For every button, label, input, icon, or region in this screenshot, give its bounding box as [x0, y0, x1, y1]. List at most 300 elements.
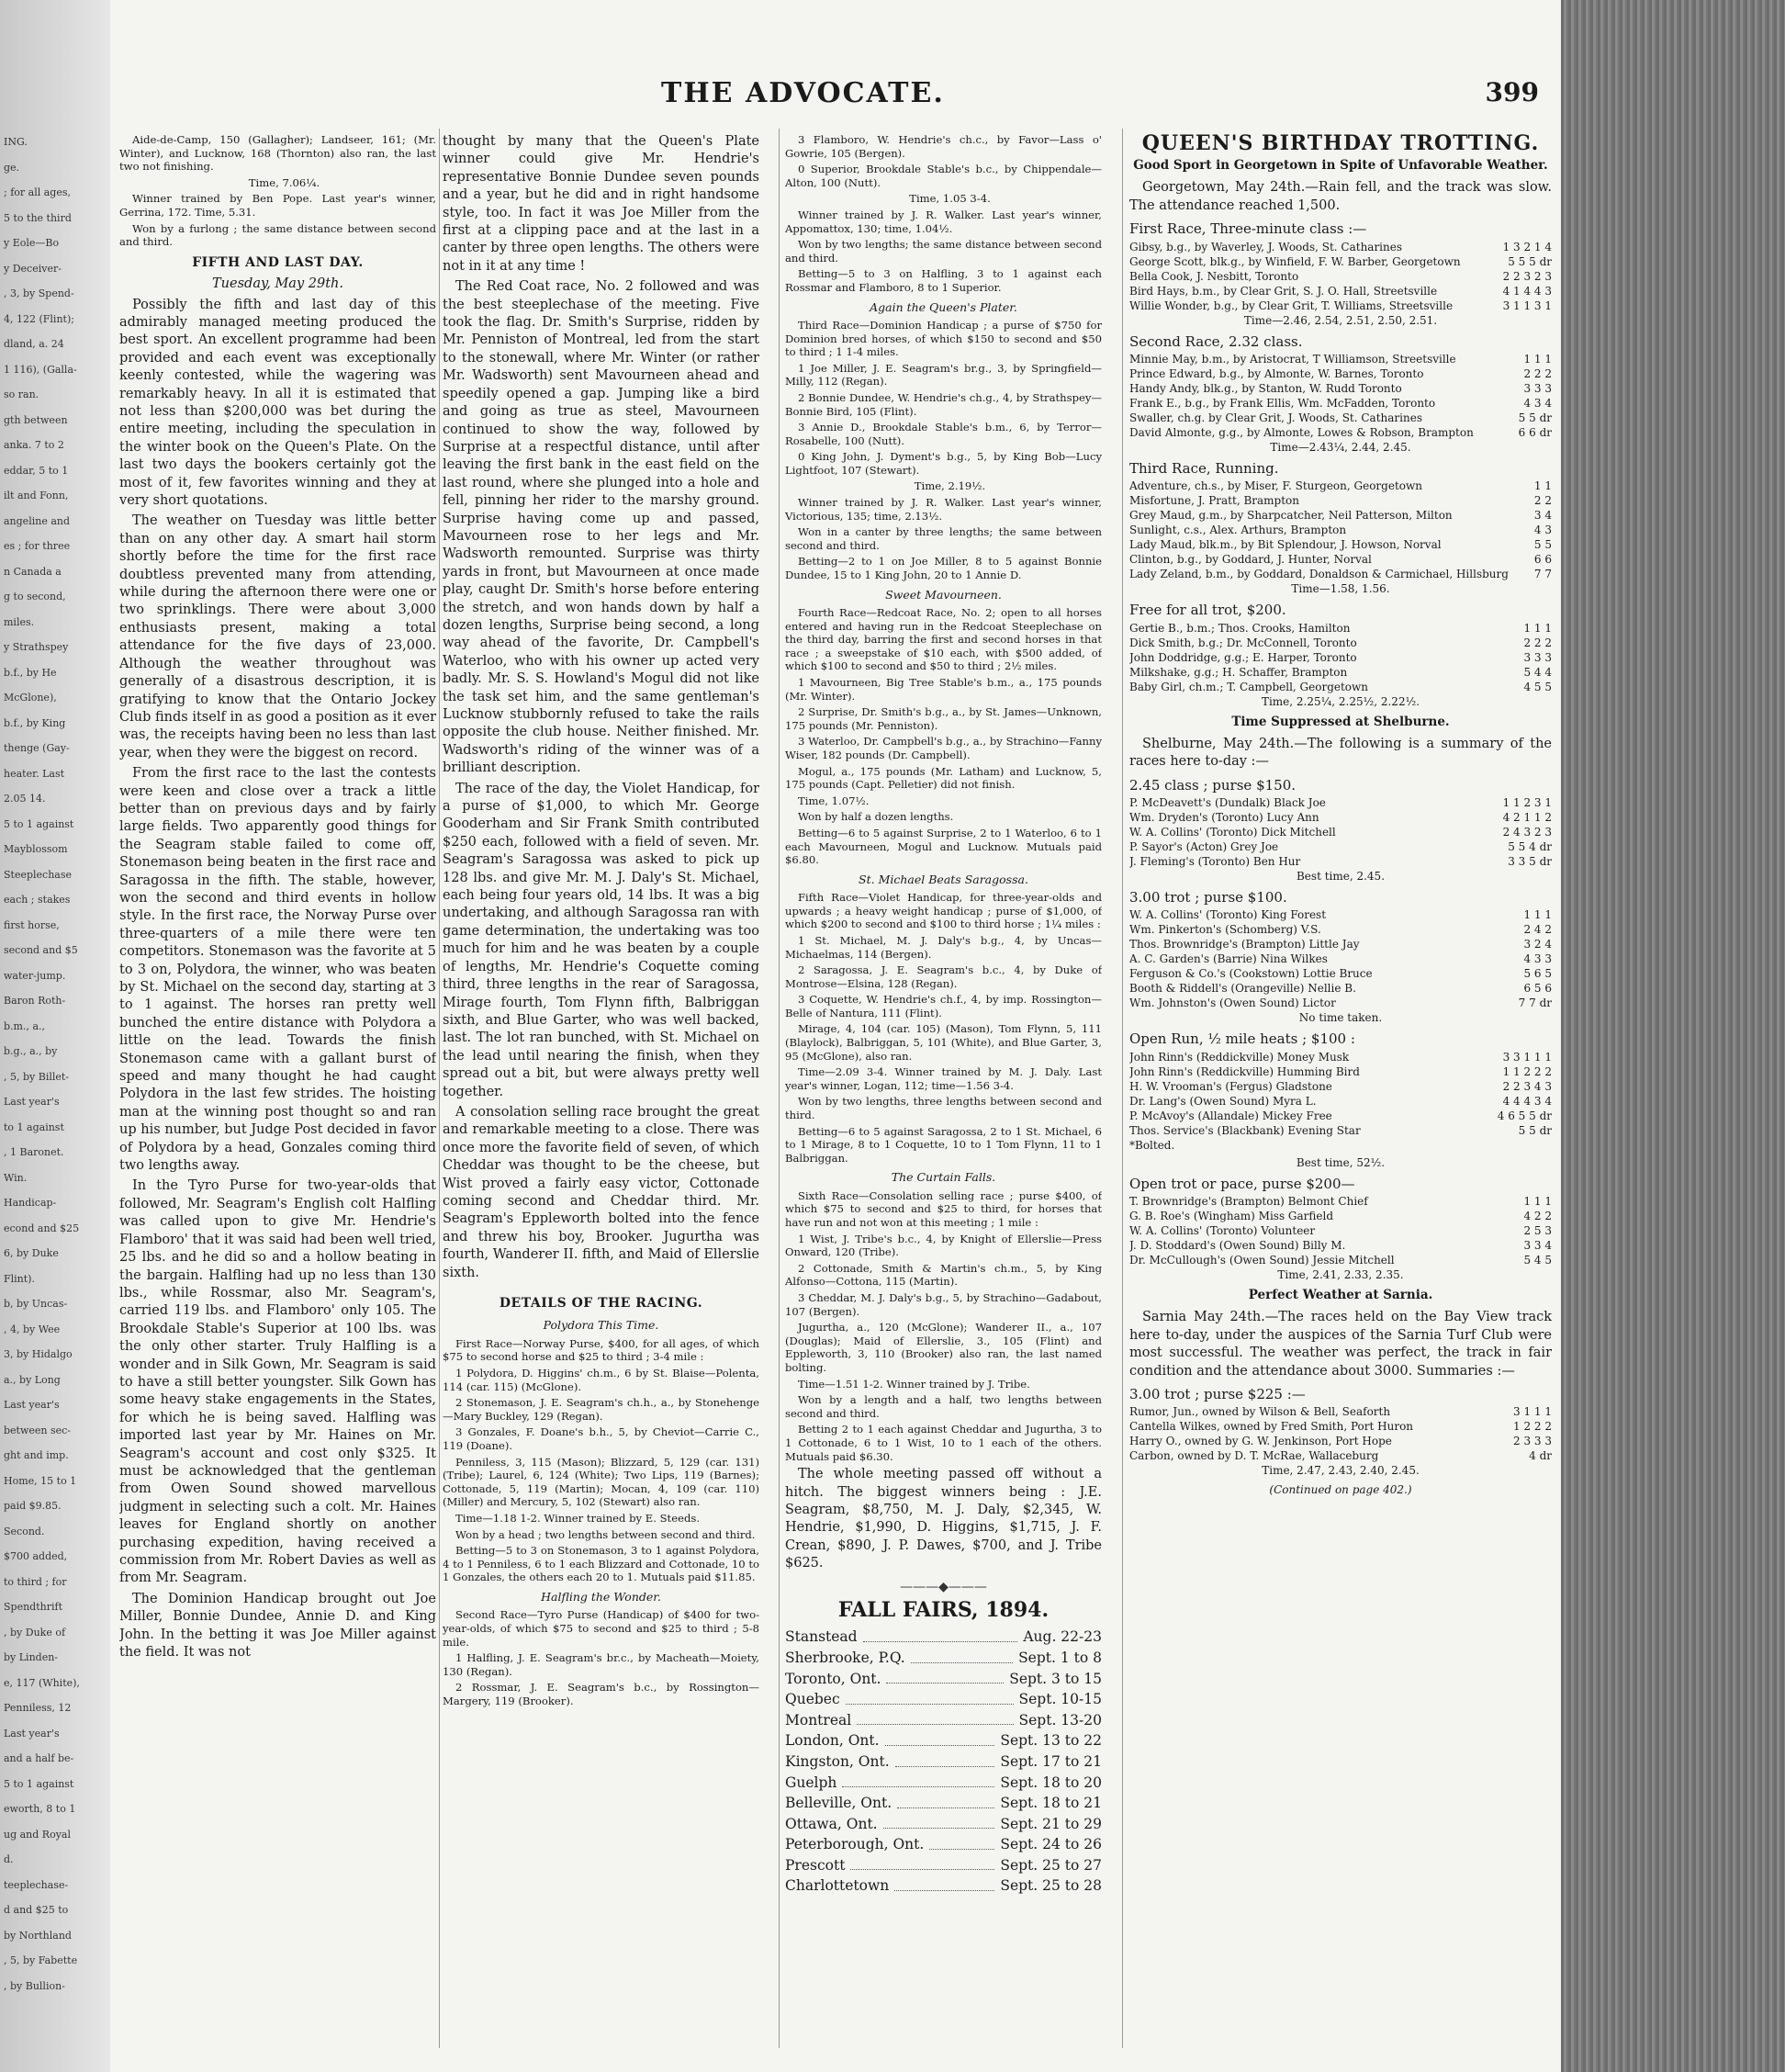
article-paragraph: The weather on Tuesday was little better than on any other day. A smart hail storm shortly before the time for the first race doubtless prevented many from attending, while during the afternoon there were one or two sprinklings. There were about 3,000 enthusiasts present, making a total attendance for the five days of 23,000. Although the weather throughout was generally of a disastrous description, it is gratifying to know that the Ontario Jockey Club finds itself in as good a position as it ever was, the receipts having been no less than last year, when they were the biggest on record. [119, 513, 436, 760]
results-table [1129, 241, 1552, 313]
previous-page-fragment: Mayblossom [4, 843, 68, 855]
heat-placings: 1 1 1 [1523, 621, 1552, 635]
heat-placings: 5 5 4 dr [1508, 840, 1552, 854]
horse-entry: Wm. Dryden's (Toronto) Lucy Ann [1129, 811, 1319, 825]
heat-placings: 5 5 dr [1518, 1123, 1552, 1137]
previous-page-fragment: d. [4, 1853, 14, 1865]
fair-place: Ottawa, Ont. [785, 1815, 878, 1832]
fair-row [785, 1834, 1102, 1855]
race-detail: 1 Halfling, J. E. Seagram's br.c., by Macheath—Moiety, 130 (Regan). [443, 1651, 759, 1678]
race-heading: 3.00 trot ; purse $225 :— [1129, 1385, 1306, 1402]
heat-placings: 3 3 1 1 1 [1502, 1050, 1552, 1064]
result-row [1129, 636, 1552, 650]
heat-placings: 1 3 2 1 4 [1502, 240, 1552, 253]
horse-entry: John Rinn's (Reddickville) Money Musk [1129, 1050, 1350, 1064]
race-heading: Third Race, Running. [1129, 460, 1279, 478]
result-row [1129, 1239, 1552, 1253]
leader-dots [842, 1773, 994, 1788]
race-time: No time taken. [1298, 1011, 1383, 1025]
race-detail: Betting 2 to 1 each against Cheddar and Jugurtha, 3 to 1 Cottonade, 6 to 1 Wist, 10 to 1 each of the others. Mutuals paid $6.30. [785, 1423, 1102, 1463]
leader-dots [863, 1627, 1018, 1642]
race-detail: Second Race—Tyro Purse (Handicap) of $400 for two-year-olds, of which $75 to second and $25 to third ; 5-8 mile. [443, 1608, 759, 1649]
previous-page-fragment: heater. Last [4, 767, 65, 780]
column-3 [785, 133, 1102, 2044]
previous-page-fragment: , 5, by Fabette [4, 1954, 78, 1966]
horse-entry: Ferguson & Co.'s (Cookstown) Lottie Bruce [1129, 967, 1373, 981]
heat-placings: 5 6 5 [1523, 967, 1552, 981]
fair-place: Stanstead [785, 1628, 858, 1646]
column-rule [1122, 129, 1123, 2048]
race-detail: 1 Wist, J. Tribe's b.c., 4, by Knight of Ellerslie—Press Onward, 120 (Tribe). [785, 1232, 1102, 1259]
horse-entry: Lady Zeland, b.m., by Goddard, Donaldson & Carmichael, Hillsburg [1129, 568, 1509, 581]
previous-page-fragment: eworth, 8 to 1 [4, 1803, 76, 1815]
fair-dates: Sept. 25 to 27 [1000, 1856, 1102, 1874]
article-subheading: Good Sport in Georgetown in Spite of Unfavorable Weather. [1133, 158, 1548, 174]
heat-placings: 2 3 3 3 [1513, 1435, 1552, 1448]
result-row [1129, 952, 1552, 966]
previous-page-fragment: 1 116), (Galla- [4, 363, 77, 376]
fair-place: London, Ont. [785, 1732, 880, 1750]
fair-dates: Sept. 24 to 26 [1000, 1836, 1102, 1853]
race-detail: Won in a canter by three lengths; the same between second and third. [785, 525, 1102, 552]
horse-entry: Adventure, ch.s., by Miser, F. Sturgeon, Georgetown [1129, 479, 1422, 493]
previous-page-fragment: g to second, [4, 591, 66, 602]
heat-placings: 2 5 3 [1523, 1224, 1552, 1238]
previous-page-fragment: 5 to 1 against [4, 1777, 74, 1790]
previous-page-fragment: , 3, by Spend- [4, 287, 74, 299]
horse-entry: P. McAvoy's (Allandale) Mickey Free [1129, 1109, 1332, 1122]
result-row [1129, 411, 1552, 425]
result-row [1129, 255, 1552, 269]
race-detail: Time, 1.07½. [798, 794, 870, 807]
fair-place: Sherbrooke, P.Q. [785, 1649, 905, 1666]
fall-fairs-heading: FALL FAIRS, 1894. [837, 1597, 1050, 1622]
heat-placings: 1 2 2 2 [1513, 1420, 1552, 1434]
previous-page-fragment: Penniless, 12 [4, 1702, 72, 1714]
previous-page-fragment: anka. 7 to 2 [4, 439, 64, 451]
previous-page-fragment: d and $25 to [4, 1904, 69, 1916]
heat-placings: 4 6 5 5 dr [1497, 1109, 1552, 1122]
horse-entry: Frank E., b.g., by Frank Ellis, Wm. McFadden, Toronto [1129, 397, 1436, 411]
page-title: THE ADVOCATE. [661, 77, 945, 109]
book-page-edges [1561, 0, 1785, 2072]
heat-placings: 5 5 [1533, 538, 1552, 552]
column-4 [1129, 133, 1552, 2044]
race-time: Time, 2.47, 2.43, 2.40, 2.45. [1262, 1464, 1420, 1478]
race-detail: Time—1.18 1-2. Winner trained by E. Steeds. [455, 1511, 700, 1525]
section-heading: DETAILS OF THE RACING. [499, 1296, 703, 1311]
previous-page-fragment: Steeplechase [4, 868, 73, 881]
race-detail: Mirage, 4, 104 (car. 105) (Mason), Tom Flynn, 5, 111 (Blaylock), Balbriggan, 5, 101 (White), and Blue Garter, 3, 95 (McGlone), also ran. [785, 1022, 1102, 1063]
horse-entry: G. B. Roe's (Wingham) Miss Garfield [1129, 1210, 1334, 1223]
result-row [1129, 1080, 1552, 1094]
section-heading: FIFTH AND LAST DAY. [192, 254, 364, 270]
horse-entry: J. Fleming's (Toronto) Ben Hur [1129, 855, 1301, 869]
previous-page-fragment: ght and imp. [4, 1449, 69, 1461]
race-detail: 2 Saragossa, J. E. Seagram's b.c., 4, by Duke of Montrose—Elsina, 128 (Regan). [785, 963, 1102, 990]
previous-page-fragment: ilt and Fonn, [4, 490, 69, 501]
previous-page-fragment: teeplechase- [4, 1878, 69, 1891]
race-time: Best time, 2.45. [1296, 870, 1386, 884]
horse-entry: P. McDeavett's (Dundalk) Black Joe [1129, 796, 1326, 810]
heat-placings: 3 2 4 [1523, 938, 1552, 952]
race-time: Best time, 52½. [1296, 1155, 1386, 1169]
leader-dots [883, 1814, 995, 1830]
fair-place: Kingston, Ont. [785, 1752, 890, 1770]
horse-entry: Misfortune, J. Pratt, Brampton [1129, 494, 1299, 508]
horse-entry: David Almonte, g.g., by Almonte, Lowes & Robson, Brampton [1129, 426, 1474, 440]
page-header [110, 77, 1561, 114]
result-row [1129, 509, 1552, 523]
horse-entry: W. A. Collins' (Toronto) King Forest [1129, 908, 1327, 922]
ornament-divider: ———◆——— [900, 1579, 987, 1594]
heat-placings: 3 3 4 [1523, 1239, 1552, 1253]
previous-page-fragment: by Linden- [4, 1651, 59, 1663]
previous-page-fragment: ug and Royal [4, 1828, 71, 1841]
race-detail: Mogul, a., 175 pounds (Mr. Latham) and Lucknow, 5, 175 pounds (Capt. Pelletier) did not finish. [785, 764, 1102, 792]
leader-dots [894, 1875, 994, 1891]
previous-page-fragment: b.g., a., by [4, 1045, 58, 1057]
article-paragraph: From the first race to the last the contests were keen and close over a track a little better than on previous days and by fairly large fields. Two apparently good things for the Seagram stable failed to come off, Stonemason being beaten in the first race and Saragossa in the fifth. The stable, however, won the second and third events in hollow style. In the first race, the Norway Purse over three-quarters of a mile there were ten competitors. Stonemason was the favorite at 5 to 3 on, Polydora, the winner, who was beaten by St. Michael on the second day, starting at 3 to 1 against. The horses ran pretty well bunched the entire distance with Polydora a little on the lead. Towards the finish Stonemason came with a gallant burst of speed and many thought he had caught Polydora in the last few strides. The hoisting man at the winning post thought so and ran up his number, but Judge Post decided in favor of Polydora by a head, Gonzales coming third two lengths away. [119, 766, 436, 1174]
previous-page-fragment: eddar, 5 to 1 [4, 464, 69, 477]
horse-entry: W. A. Collins' (Toronto) Dick Mitchell [1129, 826, 1336, 839]
previous-page-fragment: Home, 15 to 1 [4, 1474, 77, 1487]
horse-entry: Willie Wonder, b.g., by Clear Grit, T. Williams, Streetsville [1129, 298, 1454, 312]
race-detail: Betting—6 to 5 against Surprise, 2 to 1 Waterloo, 6 to 1 each Mavourneen, Mogul and Lucknow. Mutuals paid $6.80. [785, 826, 1102, 867]
race-detail: 0 King John, J. Dyment's b.g., 5, by King Bob—Lucy Lightfoot, 107 (Stewart). [785, 450, 1102, 477]
subsection-heading: Sweet Mavourneen. [885, 587, 1002, 602]
fair-dates: Sept. 17 to 21 [1000, 1752, 1102, 1770]
race-detail: Betting—6 to 5 against Saragossa, 2 to 1 St. Michael, 6 to 1 Mirage, 8 to 1 Coquette, 10 to 1 Tom Flynn, 11 to 1 Balbriggan. [785, 1124, 1102, 1165]
heat-placings: 5 4 5 [1523, 1254, 1552, 1267]
heat-placings: 4 1 4 4 3 [1502, 284, 1552, 298]
previous-page-fragment: Handicap- [4, 1197, 57, 1209]
article-subheading: Perfect Weather at Sarnia. [1248, 1288, 1433, 1303]
fair-row [785, 1648, 1102, 1669]
heat-placings: 4 5 5 [1523, 680, 1552, 693]
previous-page-fragment: and a half be- [4, 1752, 74, 1764]
previous-page-fragment: Second. [4, 1525, 45, 1537]
horse-entry: Baby Girl, ch.m.; T. Campbell, Georgetown [1129, 680, 1369, 693]
footnote: *Bolted. [1129, 1138, 1175, 1152]
race-detail: 1 Joe Miller, J. E. Seagram's br.g., 3, by Springfield—Milly, 112 (Regan). [785, 361, 1102, 388]
race-heading: Open trot or pace, purse $200— [1129, 1175, 1355, 1192]
page-number: 399 [1485, 77, 1539, 107]
article-paragraph: thought by many that the Queen's Plate winner could give Mr. Hendrie's representative Bonnie Dundee seven pounds and a year, but he did and in right handsome style, too. In fact it was Joe Miller from the first at a clipping pace and at the last in a canter by three open lengths. The others were not in it at any time ! [443, 134, 759, 274]
race-heading: Free for all trot, $200. [1129, 602, 1286, 619]
fair-row [785, 1710, 1102, 1731]
previous-page-fragment: by Northland [4, 1929, 72, 1942]
race-heading: Open Run, ½ mile heats ; $100 : [1129, 1030, 1355, 1048]
result-row [1129, 1405, 1552, 1419]
result-row [1129, 908, 1552, 922]
result-row [1129, 622, 1552, 636]
fair-place: Peterborough, Ont. [785, 1836, 925, 1853]
horse-entry: Bella Cook, J. Nesbitt, Toronto [1129, 269, 1299, 283]
horse-entry: Minnie May, b.m., by Aristocrat, T Williamson, Streetsville [1129, 353, 1456, 366]
result-row [1129, 270, 1552, 284]
leader-dots [897, 1793, 994, 1808]
heat-placings: 6 5 6 [1523, 982, 1552, 996]
result-row [1129, 285, 1552, 298]
horse-entry: George Scott, blk.g., by Winfield, F. W. Barber, Georgetown [1129, 254, 1461, 268]
horse-entry: P. Sayor's (Acton) Grey Joe [1129, 840, 1279, 854]
race-detail: Won by half a dozen lengths. [798, 810, 954, 824]
race-detail: 2 Stonemason, J. E. Seagram's ch.h., a., by Stonehenge—Mary Buckley, 129 (Regan). [443, 1396, 759, 1423]
race-detail: Time—1.51 1-2. Winner trained by J. Tribe. [798, 1377, 1030, 1391]
horse-entry: Dr. Lang's (Owen Sound) Myra L. [1129, 1094, 1317, 1108]
race-time: Time—2.46, 2.54, 2.51, 2.50, 2.51. [1243, 313, 1438, 327]
results-table [1129, 908, 1552, 1010]
fair-row [785, 1875, 1102, 1897]
heat-placings: 2 2 3 2 3 [1502, 269, 1552, 283]
horse-entry: Milkshake, g.g.; H. Schaffer, Brampton [1129, 665, 1348, 679]
race-detail: First Race—Norway Purse, $400, for all ages, of which $75 to second horse and $25 to third ; 3-4 mile : [443, 1336, 759, 1364]
previous-page-fragment: to third ; for [4, 1575, 67, 1588]
column-rule [779, 129, 780, 2048]
fair-dates: Sept. 21 to 29 [1000, 1815, 1102, 1832]
fair-dates: Sept. 13 to 22 [1000, 1732, 1102, 1750]
result-row [1129, 241, 1552, 254]
race-detail: Won by a furlong ; the same distance between second and third. [119, 221, 436, 249]
heat-placings: 4 3 3 [1523, 952, 1552, 966]
result-row [1129, 1109, 1552, 1123]
fair-place: Charlottetown [785, 1877, 890, 1895]
previous-page-fragment: y Strathspey [4, 641, 69, 653]
horse-entry: J. D. Stoddard's (Owen Sound) Billy M. [1129, 1239, 1346, 1253]
heat-placings: 4 4 4 3 4 [1502, 1094, 1552, 1108]
heat-placings: 1 1 1 [1523, 353, 1552, 366]
horse-entry: Thos. Brownridge's (Brampton) Little Jay [1129, 938, 1360, 952]
race-time: Time—1.58, 1.56. [1291, 582, 1390, 596]
result-row [1129, 938, 1552, 952]
race-detail: 3 Waterloo, Dr. Campbell's b.g., a., by Strachino—Fanny Wiser, 182 pounds (Dr. Campbell). [785, 735, 1102, 761]
previous-page-fragment: 5 to 1 against [4, 817, 74, 830]
leader-dots [846, 1689, 1014, 1705]
previous-page-fragment: 5 to the third [4, 211, 72, 224]
race-detail: 2 Rossmar, J. E. Seagram's b.c., by Rossington—Margery, 119 (Brooker). [443, 1681, 759, 1707]
heat-placings: 2 4 2 [1523, 923, 1552, 937]
heat-placings: 2 2 2 [1523, 636, 1552, 649]
heat-placings: 4 3 [1533, 524, 1552, 537]
race-detail: Betting—5 to 3 on Halfling, 3 to 1 against each Rossmar and Flamboro, 8 to 1 Superior. [785, 267, 1102, 294]
previous-page-fragment: Last year's [4, 1096, 60, 1108]
previous-page-fragment: 2.05 14. [4, 793, 46, 805]
result-row [1129, 382, 1552, 396]
race-detail: Won by a length and a half, two lengths between second and third. [785, 1393, 1102, 1420]
fair-row [785, 1669, 1102, 1690]
previous-page-fragment: e, 117 (White), [4, 1676, 80, 1689]
race-time: Time, 2.41, 2.33, 2.35. [1277, 1268, 1404, 1282]
previous-page-fragment: McGlone), [4, 692, 57, 704]
previous-page-fragment: thenge (Gay- [4, 742, 70, 754]
horse-entry: Harry O., owned by G. W. Jenkinson, Port Hope [1129, 1435, 1392, 1448]
race-detail: 1 Polydora, D. Higgins' ch.m., 6 by St. Blaise—Polenta, 114 (car. 115) (McGlone). [443, 1367, 759, 1393]
result-row [1129, 538, 1552, 552]
horse-entry: Wm. Pinkerton's (Schomberg) V.S. [1129, 923, 1321, 937]
previous-page-fragment: Flint). [4, 1272, 35, 1285]
heat-placings: 4 3 4 [1523, 397, 1552, 411]
previous-page-fragment: 4, 122 (Flint); [4, 312, 74, 325]
results-table [1129, 353, 1552, 440]
subsection-heading: St. Michael Beats Saragossa. [859, 872, 1028, 886]
result-row [1129, 1210, 1552, 1223]
previous-page-fragment: b, by Uncas- [4, 1298, 68, 1310]
article-paragraph: Possibly the fifth and last day of this admirably managed meeting produced the best sport. An excellent programme had been provided and each event was exceptionally keenly contested, while the wagering was remarkably heavy. In all it is estimated that not less than $200,000 was bet during the entire meeting, including the speculation in the winter book on the Queen's Plate. On the last two days the bookers certainly got the most of it, few favorites winning and they at very short quotations. [119, 297, 436, 509]
previous-page-fragment: , by Duke of [4, 1626, 66, 1638]
heat-placings: 5 5 5 dr [1508, 254, 1552, 268]
fair-place: Montreal [785, 1711, 852, 1729]
race-detail: Winner trained by Ben Pope. Last year's winner, Gerrina, 172. Time, 5.31. [119, 192, 436, 219]
heat-placings: 7 7 dr [1518, 997, 1552, 1010]
race-detail: Third Race—Dominion Handicap ; a purse of $750 for Dominion bred horses, of which $150 to second and $50 to third ; 1 1-4 miles. [785, 318, 1102, 359]
horse-entry: Thos. Service's (Blackbank) Evening Star [1129, 1123, 1361, 1137]
previous-page-fragment: a., by Long [4, 1373, 61, 1386]
result-row [1129, 651, 1552, 665]
horse-entry: Gibsy, b.g., by Waverley, J. Woods, St. Catharines [1129, 240, 1403, 253]
article-paragraph: Shelburne, May 24th.—The following is a summary of the races here to-day :— [1129, 736, 1552, 770]
previous-page-fragment: water-jump. [4, 969, 66, 982]
horse-entry: Lady Maud, blk.m., by Bit Splendour, J. Howson, Norval [1129, 538, 1442, 552]
race-detail: 2 Surprise, Dr. Smith's b.g., a., by St. James—Unknown, 175 pounds (Mr. Penniston). [785, 705, 1102, 732]
result-row [1129, 553, 1552, 567]
article-paragraph: The race of the day, the Violet Handicap, for a purse of $1,000, to which Mr. George Gooderham and Sir Frank Smith contributed $250 each, followed with a field of seven. Mr. Seagram's Saragossa was asked to pick up 128 lbs. and give Mr. M. J. Daly's St. Michael, each being four years old, 14 lbs. It was a big undertaking, and although Saragossa ran with game determination, the undertaking was too much for him and he was beaten by a couple of lengths, Mr. Hendrie's Coquette coming third, three lengths in the rear of Saragossa, Mirage fourth, Tom Flynn fifth, Balbriggan sixth, and Blue Garter, who was well backed, last. The lot ran bunched, with St. Michael on the lead until nearing the finish, when they spread out a bit, but were always pretty well together. [443, 781, 759, 1099]
race-detail: 2 Cottonade, Smith & Martin's ch.m., 5, by King Alfonso—Cottona, 115 (Martin). [785, 1261, 1102, 1289]
race-detail: Fourth Race—Redcoat Race, No. 2; open to all horses entered and having run in the Redcoat Steeplechase on the third day, barring the first and second horses in that race ; a sweepstake of $10 each, with $500 added, of which $100 to second and $50 to third ; 2½ miles. [785, 606, 1102, 673]
leader-dots [911, 1648, 1013, 1663]
previous-page-fragment: paid $9.85. [4, 1500, 62, 1512]
horse-entry: Gertie B., b.m.; Thos. Crooks, Hamilton [1129, 621, 1351, 635]
fair-dates: Aug. 22-23 [1023, 1628, 1102, 1646]
previous-page-fragment: ; for all ages, [4, 186, 71, 198]
article-subheading: Time Suppressed at Shelburne. [1231, 714, 1450, 729]
previous-page-fragment: y Deceiver- [4, 262, 62, 275]
heat-placings: 4 dr [1529, 1449, 1552, 1463]
previous-page-fragment: angeline and [4, 514, 71, 527]
column-1 [119, 133, 436, 2044]
previous-page-fragment: ING. [4, 136, 28, 148]
fair-place: Guelph [785, 1774, 837, 1791]
article-paragraph: Georgetown, May 24th.—Rain fell, and the track was slow. The attendance reached 1,500. [1129, 180, 1552, 213]
leader-dots [850, 1855, 994, 1871]
horse-entry: W. A. Collins' (Toronto) Volunteer [1129, 1224, 1316, 1238]
article-paragraph: Sarnia May 24th.—The races held on the Bay View track here to-day, under the auspices of the Sarnia Turf Club were most successful. The weather was perfect, the track in fair condition and the attendance about 3000. Summaries :— [1129, 1310, 1552, 1379]
result-row [1129, 811, 1552, 825]
race-detail: 1 St. Michael, M. J. Daly's b.g., 4, by Uncas—Michaelmas, 114 (Bergen). [785, 933, 1102, 961]
horse-entry: Bird Hays, b.m., by Clear Grit, S. J. O. Hall, Streetsville [1129, 284, 1438, 298]
fair-row [785, 1855, 1102, 1876]
previous-page-fragment: Last year's [4, 1399, 60, 1411]
previous-page-fragment: $700 added, [4, 1550, 68, 1562]
result-row [1129, 796, 1552, 810]
race-detail: 3 Cheddar, M. J. Daly's b.g., 5, by Strachino—Gadabout, 107 (Bergen). [785, 1290, 1102, 1318]
heat-placings: 6 6 dr [1518, 426, 1552, 440]
horse-entry: Clinton, b.g., by Goddard, J. Hunter, Norval [1129, 553, 1372, 567]
race-time: Time, 2.25¼, 2.25½, 2.22½. [1261, 694, 1420, 708]
previous-page-fragment: , 4, by Wee [4, 1323, 61, 1335]
article-paragraph: The Dominion Handicap brought out Joe Miller, Bonnie Dundee, Annie D. and King John. In the betting it was Joe Miller against the field. It was not [119, 1591, 436, 1661]
horse-entry: Grey Maud, g.m., by Sharpcatcher, Neil Patterson, Milton [1129, 509, 1453, 523]
heat-placings: 4 2 2 [1523, 1210, 1552, 1223]
result-row [1129, 681, 1552, 694]
previous-page-fragment: b.f., by King [4, 716, 66, 729]
heat-placings: 3 1 1 3 1 [1502, 298, 1552, 312]
previous-page-fragment: y Eole—Bo [4, 237, 60, 249]
heat-placings: 3 3 5 dr [1508, 855, 1552, 869]
previous-page-fragment: b.m., a., [4, 1019, 46, 1032]
race-heading: First Race, Three-minute class :— [1129, 220, 1367, 238]
previous-page-fragment: Win. [4, 1171, 28, 1184]
result-row [1129, 855, 1552, 869]
result-row [1129, 479, 1552, 493]
race-detail: Won by two lengths; the same distance between second and third. [785, 238, 1102, 265]
horse-entry: John Rinn's (Reddickville) Humming Bird [1129, 1064, 1360, 1078]
horse-entry: Dr. McCullough's (Owen Sound) Jessie Mitchell [1129, 1254, 1395, 1267]
horse-entry: Swaller, ch.g. by Clear Grit, J. Woods, St. Catharines [1129, 411, 1422, 425]
newspaper-page [110, 0, 1561, 2072]
previous-page-fragment: each ; stakes [4, 894, 71, 906]
race-detail: Winner trained by J. R. Walker. Last year's winner, Victorious, 135; time, 2.13½. [785, 496, 1102, 523]
results-table [1129, 796, 1552, 869]
result-row [1129, 426, 1552, 440]
results-table [1129, 1405, 1552, 1463]
fair-dates: Sept. 3 to 15 [1009, 1670, 1102, 1687]
article-paragraph: The Red Coat race, No. 2 followed and was the best steeplechase of the meeting. Five took the flag. Dr. Smith's Surprise, ridden by Mr. Penniston of Montreal, led from the start to the stonewall, where Mr. Winter (or rather Mr. Wadsworth) sent Mavourneen ahead and speedily opened a gap. Jumping like a bird and going as true as steel, Mavourneen continued to show the way, followed by Surprise at a respectful distance, until after leaving the first bank in the east field on the last round, where she plunged into a hole and fell, pinning her rider to the marshy ground. Surprise having come up and passed, Mavourneen rose to her legs and Mr. Wadsworth remounted. Surprise was thirty yards in front, but Mavourneen at once made play, caught Dr. Smith's horse before entering the stretch, and won hands down by half a dozen lengths, Surprise being second, a long way ahead of the favorite, Dr. Campbell's Waterloo, who with his owner up acted very badly. Mr. S. S. Howland's Mogul did not like the task set him, and the same gentleman's Lucknow stubbornly refused to take the rails opposite the club house. Neither finished. Mr. Wadsworth's riding of the winner was of a brilliant description. [443, 279, 759, 776]
fair-dates: Sept. 18 to 20 [1000, 1774, 1102, 1791]
result-row [1129, 1254, 1552, 1267]
fair-place: Prescott [785, 1856, 846, 1874]
fall-fairs-list [785, 1627, 1102, 1897]
previous-page-fragment: Last year's [4, 1727, 60, 1740]
column-2 [443, 133, 759, 2044]
previous-page-fragment: 6, by Duke [4, 1247, 59, 1259]
previous-page-fragment: 3, by Hidalgo [4, 1348, 73, 1360]
race-detail: Betting—2 to 1 on Joe Miller, 8 to 5 against Bonnie Dundee, 15 to 1 King John, 20 to 1 Annie D. [785, 555, 1102, 582]
race-detail: 3 Flamboro, W. Hendrie's ch.c., by Favor—Lass o' Gowrie, 105 (Bergen). [785, 133, 1102, 160]
previous-page-fragment: Spendthrift [4, 1601, 62, 1613]
result-row [1129, 299, 1552, 313]
heat-placings: 2 2 3 4 3 [1502, 1079, 1552, 1093]
previous-page-fragment: econd and $25 [4, 1222, 80, 1234]
result-row [1129, 494, 1552, 508]
horse-entry: Dick Smith, b.g.; Dr. McConnell, Toronto [1129, 636, 1357, 649]
continued-note: (Continued on page 402.) [1269, 1483, 1412, 1497]
result-row [1129, 1449, 1552, 1463]
article-paragraph: The whole meeting passed off without a hitch. The biggest winners being : J.E. Seagram, $8,750, M. J. Daly, $2,345, W. Hendrie, $1,990, D. Higgins, $1,715, J. F. Crean, $890, J. P. Dawes, $700, and J. Tribe $625. [785, 1467, 1102, 1571]
previous-page-fragment: b.f., by He [4, 666, 57, 679]
race-detail: 3 Annie D., Brookdale Stable's b.m., 6, by Terror—Rosabelle, 100 (Nutt). [785, 421, 1102, 447]
result-row [1129, 923, 1552, 937]
horse-entry: Booth & Riddell's (Orangeville) Nellie B. [1129, 982, 1356, 996]
subsection-heading: Again the Queen's Plater. [870, 299, 1017, 314]
article-headline: QUEEN'S BIRTHDAY TROTTING. [1141, 133, 1540, 155]
fair-row [785, 1751, 1102, 1773]
previous-page-fragment: gth between [4, 413, 68, 426]
result-row [1129, 397, 1552, 411]
result-row [1129, 997, 1552, 1010]
fair-place: Quebec [785, 1691, 840, 1708]
heat-placings: 2 2 [1533, 494, 1552, 508]
heat-placings: 1 1 1 [1523, 908, 1552, 922]
heat-placings: 2 2 2 [1523, 367, 1552, 381]
result-row [1129, 1051, 1552, 1064]
race-detail: 0 Superior, Brookdale Stable's b.c., by Chippendale—Alton, 100 (Nutt). [785, 163, 1102, 189]
result-row [1129, 1124, 1552, 1138]
fair-dates: Sept. 1 to 8 [1018, 1649, 1102, 1666]
previous-page-fragment: so ran. [4, 388, 39, 400]
race-detail: Time—2.09 3-4. Winner trained by M. J. Daly. Last year's winner, Logan, 112; time—1.56 3-4. [785, 1065, 1102, 1092]
race-detail: Won by a head ; two lengths between second and third. [455, 1527, 756, 1541]
